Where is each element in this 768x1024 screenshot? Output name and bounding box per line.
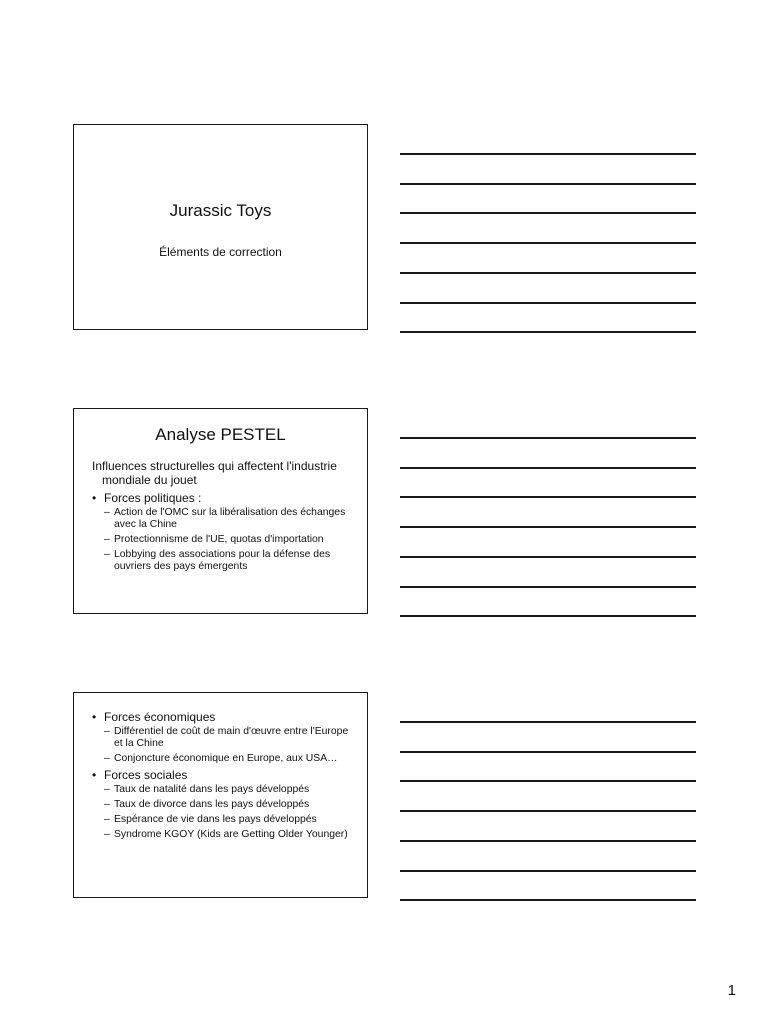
sub-bullet-item — [104, 549, 357, 573]
sub-bullet-item — [104, 784, 357, 796]
note-line — [400, 467, 696, 469]
note-line — [400, 780, 696, 782]
dash-marker: – — [104, 784, 110, 795]
note-line — [400, 810, 696, 812]
note-line — [400, 721, 696, 723]
note-line — [400, 302, 696, 304]
note-line — [400, 242, 696, 244]
note-line — [400, 586, 696, 588]
slide-2-body — [92, 459, 357, 576]
slide-3-body — [92, 710, 357, 844]
slide-1-subtitle: Éléments de correction — [159, 245, 282, 259]
page-number: 1 — [727, 982, 736, 999]
note-line — [400, 183, 696, 185]
slide-2-title: Analyse PESTEL — [155, 425, 286, 444]
sub-bullet-item — [104, 814, 357, 826]
dash-marker: – — [104, 753, 110, 764]
bullet-text: Forces économiques — [104, 710, 216, 724]
dash-marker: – — [104, 507, 110, 518]
dash-marker: – — [104, 799, 110, 810]
slide-3-thumbnail — [73, 692, 368, 898]
sub-bullet-text: Action de l'OMC sur la libéralisation des échanges avec la Chine — [114, 507, 346, 530]
note-line — [400, 496, 696, 498]
note-line — [400, 615, 696, 617]
note-line — [400, 870, 696, 872]
bullet-marker: • — [92, 768, 97, 782]
dash-marker: – — [104, 726, 110, 737]
note-line — [400, 526, 696, 528]
sub-bullet-text: Lobbying des associations pour la défense des ouvriers des pays émergents — [114, 549, 331, 572]
sub-bullet-text: Taux de divorce dans les pays développés — [114, 799, 310, 810]
slide-1-title: Jurassic Toys — [169, 201, 272, 220]
note-line — [400, 840, 696, 842]
note-line — [400, 751, 696, 753]
note-line — [400, 437, 696, 439]
bullet-item — [92, 710, 357, 724]
bullet-marker: • — [92, 710, 97, 724]
dash-marker: – — [104, 534, 110, 545]
slide-2-thumbnail — [73, 408, 368, 614]
sub-bullet-text: Conjoncture économique en Europe, aux USA… — [114, 753, 338, 764]
bullet-item — [92, 768, 357, 782]
slide-2-intro: Influences structurelles qui affectent l'industrie mondiale du jouet — [92, 459, 337, 487]
dash-marker: – — [104, 829, 110, 840]
sub-bullet-text: Syndrome KGOY (Kids are Getting Older Younger) — [114, 829, 348, 840]
sub-bullet-item — [104, 753, 357, 765]
sub-bullet-item — [104, 829, 357, 841]
sub-bullet-item — [104, 799, 357, 811]
note-line — [400, 212, 696, 214]
sub-bullet-item — [104, 534, 357, 546]
sub-bullet-item — [104, 507, 357, 531]
sub-bullet-text: Protectionnisme de l'UE, quotas d'importation — [114, 534, 324, 545]
slide-1-thumbnail — [73, 124, 368, 330]
bullet-marker: • — [92, 491, 97, 505]
sub-bullet-text: Taux de natalité dans les pays développés — [114, 784, 310, 795]
sub-bullet-text: Espérance de vie dans les pays développés — [114, 814, 317, 825]
dash-marker: – — [104, 814, 110, 825]
bullet-item — [92, 491, 357, 505]
note-line — [400, 556, 696, 558]
note-line — [400, 272, 696, 274]
sub-bullet-text: Différentiel de coût de main d'œuvre entre l'Europe et la Chine — [114, 726, 349, 749]
note-line — [400, 153, 696, 155]
bullet-text: Forces sociales — [104, 768, 188, 782]
bullet-text: Forces politiques : — [104, 491, 202, 505]
note-line — [400, 331, 696, 333]
sub-bullet-item — [104, 726, 357, 750]
note-line — [400, 899, 696, 901]
dash-marker: – — [104, 549, 110, 560]
